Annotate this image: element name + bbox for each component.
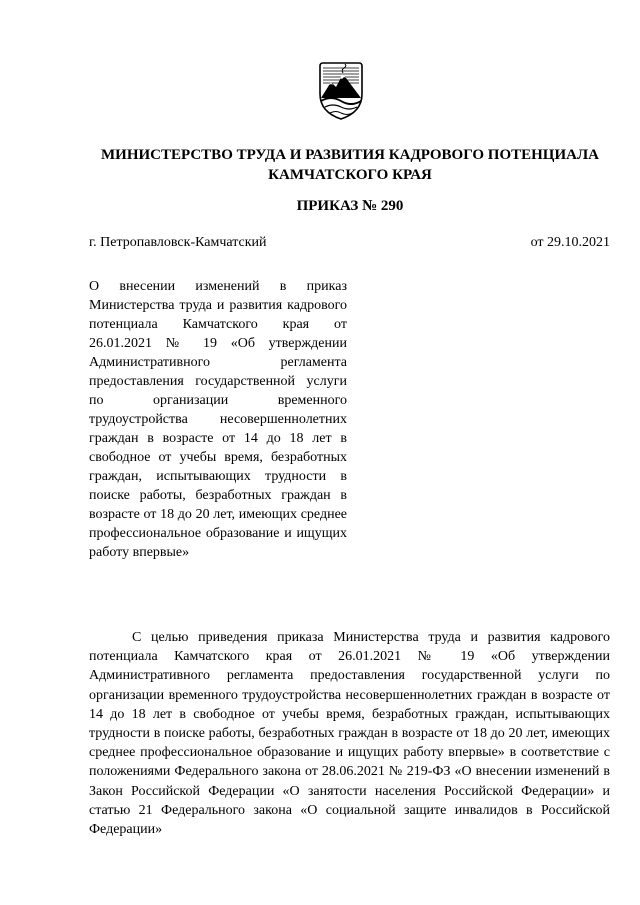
order-date: от 29.10.2021 [530, 235, 610, 250]
ministry-title: МИНИСТЕРСТВО ТРУДА И РАЗВИТИЯ КАДРОВОГО ПОТЕНЦИАЛА КАМЧАТСКОГО КРАЯ [101, 147, 599, 183]
order-body-paragraph: С целью приведения приказа Министерства труда и развития кадрового потенциала Камчатского края от 26.01.2021 № 19 «Об утверждении Административного регламента предоставления государственной услуги по организации временного трудоустройства несовершеннолетних граждан в возрасте от 14 до 18 лет в свободное от учебы время, безработных граждан, испытывающих трудности в поиске работы, безработных граждан в возрасте от 18 до 20 лет, имеющих среднее профессиональное образование и ищущих работу впервые» в соответствие с положениями Федерального закона от 28.06.2021 № 219-ФЗ «О внесении изменений в Закон Российской Федерации «О занятости населения Российской Федерации» и статью 21 Федерального закона «О социальной защите инвалидов в Российской Федерации» [89, 630, 610, 838]
city: г. Петропавловск-Камчатский [89, 235, 267, 250]
order-title: ПРИКАЗ № 290 [296, 198, 404, 214]
kamchatka-coat-of-arms-icon [317, 60, 365, 122]
order-subject: О внесении изменений в приказ Министерства труда и развития кадрового потенциала Камчатского края от 26.01.2021 № 19 «Об утверждении Административного регламента предоставления государственной услуги по организации временного трудоустройства несовершеннолетних граждан в возрасте от 14 до 18 лет в свободное от учебы время, безработных граждан, испытывающих трудности в поиске работы, безработных граждан в возрасте от 18 до 20 лет, имеющих среднее профессиональное образование и ищущих работу впервые» [89, 279, 347, 560]
